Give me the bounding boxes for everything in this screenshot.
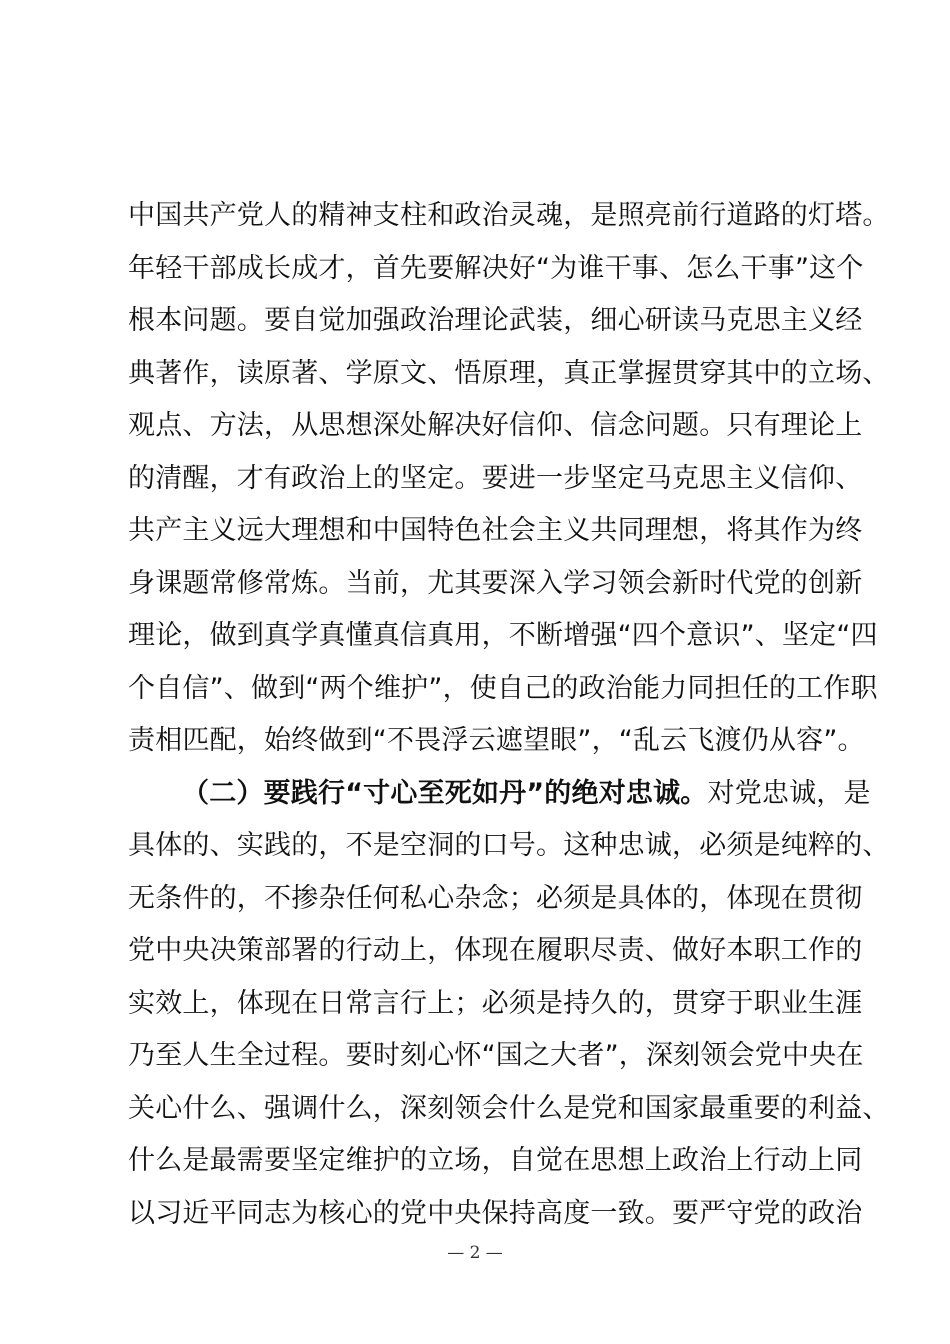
text-line: 根本问题。要自觉加强政治理论武装，细心研读马克思主义经 — [128, 305, 863, 336]
text-line: 共产主义远大理想和中国特色社会主义共同理想，将其作为终 — [128, 515, 863, 546]
text-line: 什么是最需要坚定维护的立场，自觉在思想上政治上行动上同 — [128, 1145, 863, 1176]
text-line: 观点、方法，从思想深处解决好信仰、信念问题。只有理论上 — [128, 410, 863, 441]
text-line: 乃至人生全过程。要时刻心怀“国之大者”，深刻领会党中央在 — [128, 1040, 864, 1071]
text-line: 的清醒，才有政治上的坚定。要进一步坚定马克思主义信仰、 — [128, 462, 863, 494]
text-line: 无条件的，不掺杂任何私心杂念；必须是具体的，体现在贯彻 — [128, 882, 863, 914]
section-heading-line — [128, 768, 871, 821]
text-line: 身课题常修常炼。当前，尤其要深入学习领会新时代党的创新 — [128, 567, 863, 599]
text-line: 具体的、实践的，不是空洞的口号。这种忠诚，必须是纯粹的、 — [128, 830, 890, 861]
text-line: 以习近平同志为核心的党中央保持高度一致。要严守党的政治 — [128, 1197, 863, 1229]
section-heading-continuation: 对党忠诚，是 — [707, 777, 871, 809]
text-line: 责相匹配，始终做到“不畏浮云遮望眼”，“乱云飞渡仍从容”。 — [128, 725, 865, 756]
body-text — [128, 190, 890, 1240]
text-line: 典著作，读原著、学原文、悟原理，真正掌握贯穿其中的立场、 — [128, 357, 890, 389]
section-heading: （二）要践行“寸心至死如丹”的绝对忠诚。 — [182, 777, 708, 809]
text-line: 关心什么、强调什么，深刻领会什么是党和国家最重要的利益、 — [128, 1092, 890, 1124]
text-line: 理论，做到真学真懂真信真用，不断增强“四个意识”、坚定“四 — [128, 620, 878, 651]
text-line: 个自信”、做到“两个维护”，使自己的政治能力同担任的工作职 — [128, 672, 878, 704]
page-number: — 2 — — [447, 1243, 503, 1263]
text-line: 党中央决策部署的行动上，体现在履职尽责、做好本职工作的 — [128, 935, 863, 966]
text-line: 实效上，体现在日常言行上；必须是持久的，贯穿于职业生涯 — [128, 987, 863, 1019]
text-line: 年轻干部成长成才，首先要解决好“为谁干事、怎么干事”这个 — [128, 252, 864, 284]
text-line: 中国共产党人的精神支柱和政治灵魂，是照亮前行道路的灯塔。 — [128, 200, 890, 231]
